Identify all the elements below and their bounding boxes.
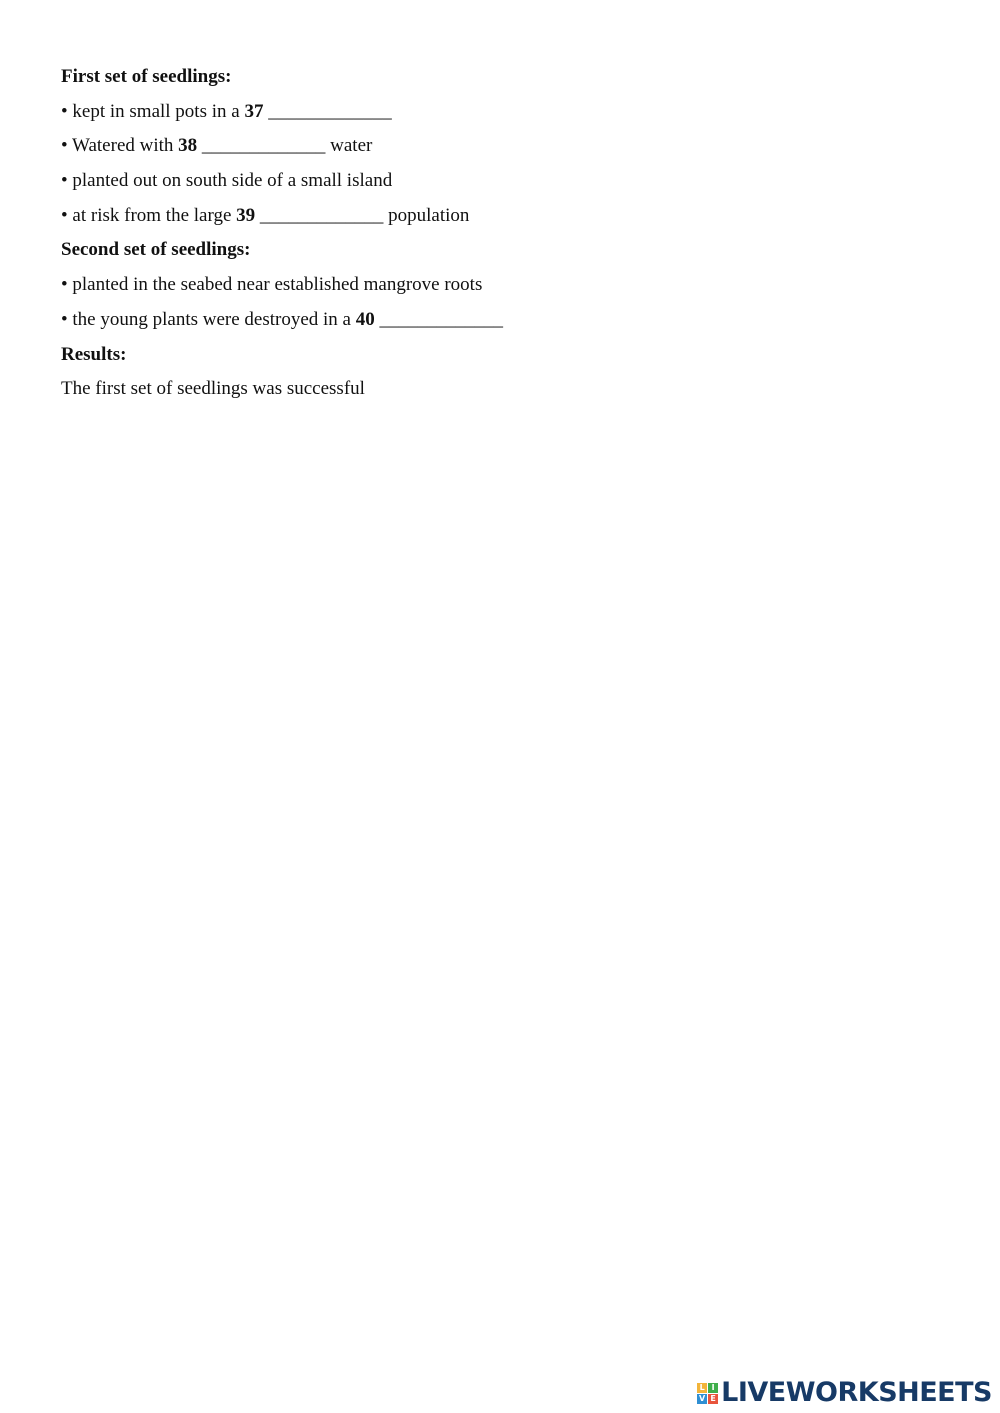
first-set-heading: First set of seedlings:	[61, 66, 232, 87]
question-number-38: 38	[178, 135, 198, 157]
logo-icon	[697, 1383, 718, 1404]
question-number-40: 40	[355, 308, 375, 330]
logo-tile: E	[708, 1394, 718, 1404]
answer-blank-37[interactable]: _____________	[263, 100, 392, 122]
question-number-37: 37	[244, 100, 264, 122]
liveworksheets-logo	[697, 1379, 992, 1407]
item-text: • planted in the seabed near established mangrove roots	[61, 274, 483, 296]
logo-tile: I	[708, 1383, 718, 1393]
results-text: The first set of seedlings was successful	[61, 378, 365, 400]
item-text-after: population	[383, 204, 470, 226]
item-38	[61, 129, 861, 164]
logo-tile: V	[699, 1393, 706, 1403]
answer-blank-39[interactable]: _____________	[255, 204, 384, 226]
worksheet-content	[61, 60, 861, 407]
item-text: • the young plants were destroyed in a	[61, 308, 356, 330]
item-seabed	[61, 268, 861, 303]
item-text: • at risk from the large	[61, 204, 237, 226]
item-39	[61, 199, 861, 234]
logo-wordmark: LIVEWORKSHEETS	[721, 1377, 992, 1408]
logo-tile: L	[697, 1383, 707, 1393]
item-text: • planted out on south side of a small island	[61, 170, 393, 192]
item-37	[61, 95, 861, 130]
item-text: • Watered with	[61, 135, 179, 157]
answer-blank-38[interactable]: _____________	[197, 135, 326, 157]
item-planted-out	[61, 164, 861, 199]
second-set-heading: Second set of seedlings:	[61, 239, 251, 261]
item-text: • kept in small pots in a	[61, 100, 245, 122]
item-text-after: water	[325, 135, 373, 157]
results-heading: Results:	[61, 343, 127, 365]
question-number-39: 39	[236, 204, 256, 226]
item-40	[61, 303, 861, 338]
answer-blank-40[interactable]: _____________	[374, 308, 503, 330]
